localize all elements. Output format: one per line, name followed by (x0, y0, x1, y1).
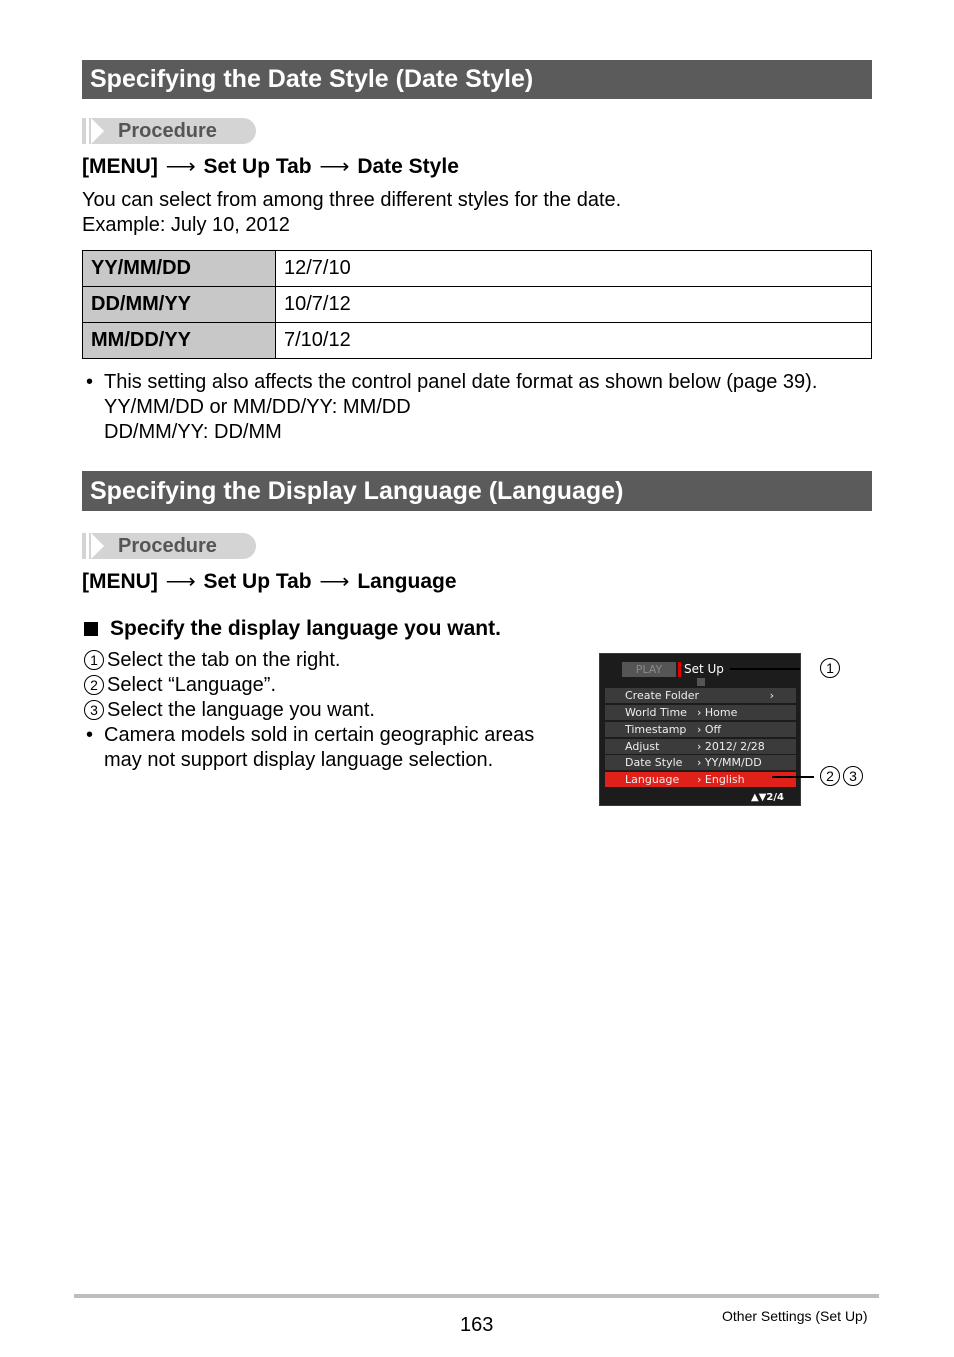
procedure-label: Procedure (118, 535, 217, 557)
chevron-right-icon (91, 118, 104, 144)
table-cell-example: 12/7/10 (276, 251, 872, 287)
date-style-table (82, 250, 872, 359)
procedure-label: Procedure (118, 120, 217, 142)
chevron-right-icon (91, 533, 104, 559)
camera-screen-illustration (599, 653, 801, 806)
circled-number-icon: 1 (84, 650, 104, 670)
circled-number-icon: 3 (84, 700, 104, 720)
table-row (83, 287, 872, 323)
callout-1 (820, 657, 843, 680)
note-text: Camera models sold in certain geographic areas (104, 724, 535, 746)
step-heading (84, 617, 501, 641)
camera-menu-row (605, 705, 796, 720)
tab-marker (678, 662, 681, 677)
table-cell-style: YY/MM/DD (83, 251, 276, 287)
section-title-language: Specifying the Display Language (Language) (82, 471, 872, 511)
note-bullet (82, 723, 562, 773)
bullet-icon: • (86, 371, 94, 393)
menu-row-name: Language (625, 773, 680, 786)
arrow-right-icon: ⟶ (319, 570, 350, 593)
menu-path (82, 569, 457, 594)
step-text: Select the tab on the right. (107, 649, 341, 671)
menu-row-value: › 2012/ 2/28 (697, 740, 765, 753)
procedure-badge (82, 118, 256, 144)
tab-play: PLAY (622, 662, 676, 677)
intro-text: You can select from among three different styles for the date. (82, 189, 622, 211)
path-setup-tab: Set Up Tab (203, 155, 312, 178)
menu-row-value: › Home (697, 706, 738, 719)
path-menu: [MENU] (82, 155, 158, 178)
table-row (83, 251, 872, 287)
table-cell-style: MM/DD/YY (83, 323, 276, 359)
arrow-right-icon: ⟶ (165, 155, 196, 178)
path-date-style: Date Style (357, 155, 459, 178)
bullet-icon: • (86, 724, 94, 746)
section-title-date-style: Specifying the Date Style (Date Style) (82, 60, 872, 99)
camera-menu-row (605, 688, 796, 703)
circled-number-icon: 3 (843, 766, 863, 786)
step-item (84, 698, 375, 723)
table-row (83, 323, 872, 359)
callout-2-3 (820, 765, 866, 788)
menu-row-name: Create Folder (625, 689, 700, 702)
step-item (84, 648, 341, 673)
chevron-right-icon: › (769, 689, 774, 702)
step-heading-text: Specify the display language you want. (110, 617, 501, 640)
page-number: 163 (460, 1314, 494, 1336)
footer-section-label: Other Settings (Set Up) (722, 1308, 868, 1324)
callout-line (730, 668, 800, 670)
table-cell-style: DD/MM/YY (83, 287, 276, 323)
arrow-right-icon: ⟶ (165, 570, 196, 593)
circled-number-icon: 1 (820, 658, 840, 678)
procedure-badge (82, 533, 256, 559)
note-text: This setting also affects the control panel date format as shown below (page 39). (104, 371, 818, 393)
table-cell-example: 10/7/12 (276, 287, 872, 323)
note-text: YY/MM/DD or MM/DD/YY: MM/DD (104, 396, 411, 418)
note-text: DD/MM/YY: DD/MM (104, 421, 282, 443)
square-bullet-icon (84, 622, 98, 636)
circled-number-icon: 2 (84, 675, 104, 695)
menu-row-value: › Off (697, 723, 722, 736)
note-bullet (82, 370, 872, 445)
step-item (84, 673, 276, 698)
path-menu: [MENU] (82, 570, 158, 593)
menu-row-value: › English (697, 773, 745, 786)
camera-menu-row (605, 739, 796, 754)
menu-row-name: World Time (625, 706, 687, 719)
arrow-right-icon: ⟶ (319, 155, 350, 178)
camera-menu-row-selected (605, 772, 796, 787)
path-setup-tab: Set Up Tab (203, 570, 312, 593)
note-text: may not support display language selection. (104, 749, 494, 771)
menu-row-name: Adjust (625, 740, 660, 753)
footer-rule (74, 1294, 879, 1298)
circled-number-icon: 2 (820, 766, 840, 786)
camera-menu-row (605, 755, 796, 770)
menu-path (82, 154, 459, 179)
example-text: Example: July 10, 2012 (82, 214, 290, 236)
step-text: Select the language you want. (107, 699, 375, 721)
table-cell-example: 7/10/12 (276, 323, 872, 359)
step-text: Select “Language”. (107, 674, 277, 696)
menu-row-name: Date Style (625, 756, 683, 769)
menu-row-value: › YY/MM/DD (697, 756, 762, 769)
callout-line (772, 776, 814, 778)
page-indicator: ▲▼2/4 (751, 792, 784, 803)
camera-menu-row (605, 722, 796, 737)
tab-setup: Set Up (684, 662, 724, 676)
scroll-up-icon (697, 678, 705, 686)
path-language: Language (357, 570, 457, 593)
menu-row-name: Timestamp (625, 723, 687, 736)
